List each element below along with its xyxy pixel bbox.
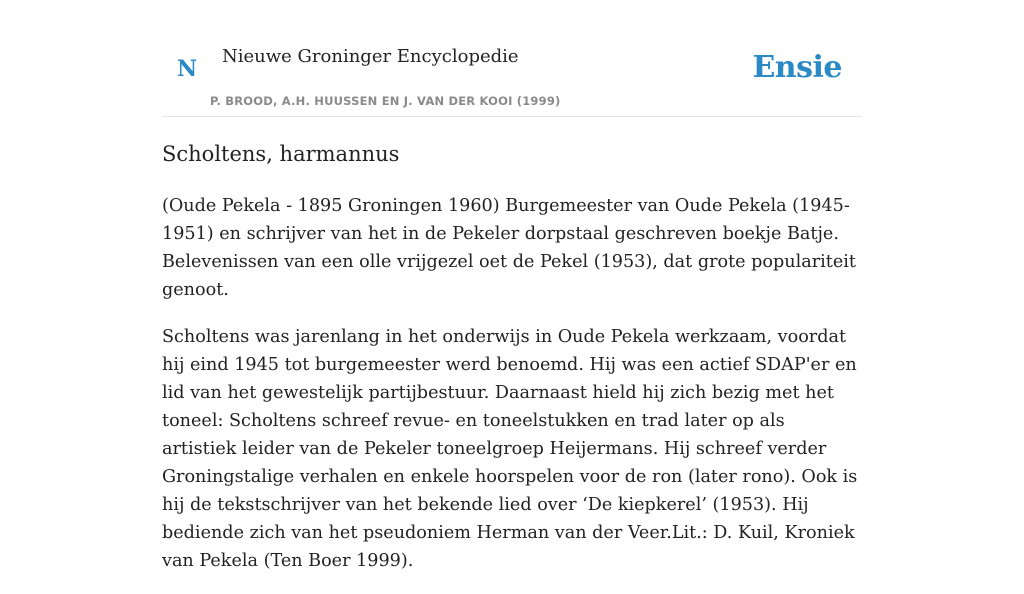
entry-content <box>162 138 862 594</box>
source-authors: P. BROOD, A.H. HUUSSEN EN J. VAN DER KOOI (1999) <box>210 94 561 108</box>
source-title[interactable]: Nieuwe Groninger Encyclopedie <box>222 46 519 67</box>
entry-title: Scholtens, harmannus <box>162 142 400 166</box>
entry-paragraph: Scholtens was jarenlang in het onderwijs in Oude Pekela werkzaam, voordat hij eind 1945 tot burgemeester werd benoemd. Hij was een actief SDAP'er en lid van het gewestelijk partijbestuur. Daarnaast hield hij zich bezig met het toneel: Scholtens schreef revue- en toneelstukken en trad later op als artistiek leider van de Pekeler toneelgroep Heijermans. Hij schreef verder Groningstalige verhalen en enkele hoorspelen voor de ron (later rono). Ook is hij de tekstschrijver van het bekende lied over ‘De kiepkerel’ (1953). Hij bediende zich van het pseudoniem Herman van der Veer.Lit.: D. Kuil, Kroniek van Pekela (Ten Boer 1999). <box>162 327 858 571</box>
source-header <box>162 30 862 117</box>
entry-paragraph: (Oude Pekela - 1895 Groningen 1960) Burgemeester van Oude Pekela (1945-1951) en schrijver van het in de Pekeler dorpstaal geschreven boekje Batje. Belevenissen van een olle vrijgezel oet de Pekel (1953), dat grote populariteit genoot. <box>162 196 856 300</box>
source-letter-link[interactable]: N <box>177 56 198 82</box>
brand-logo[interactable]: Ensie <box>752 50 842 85</box>
